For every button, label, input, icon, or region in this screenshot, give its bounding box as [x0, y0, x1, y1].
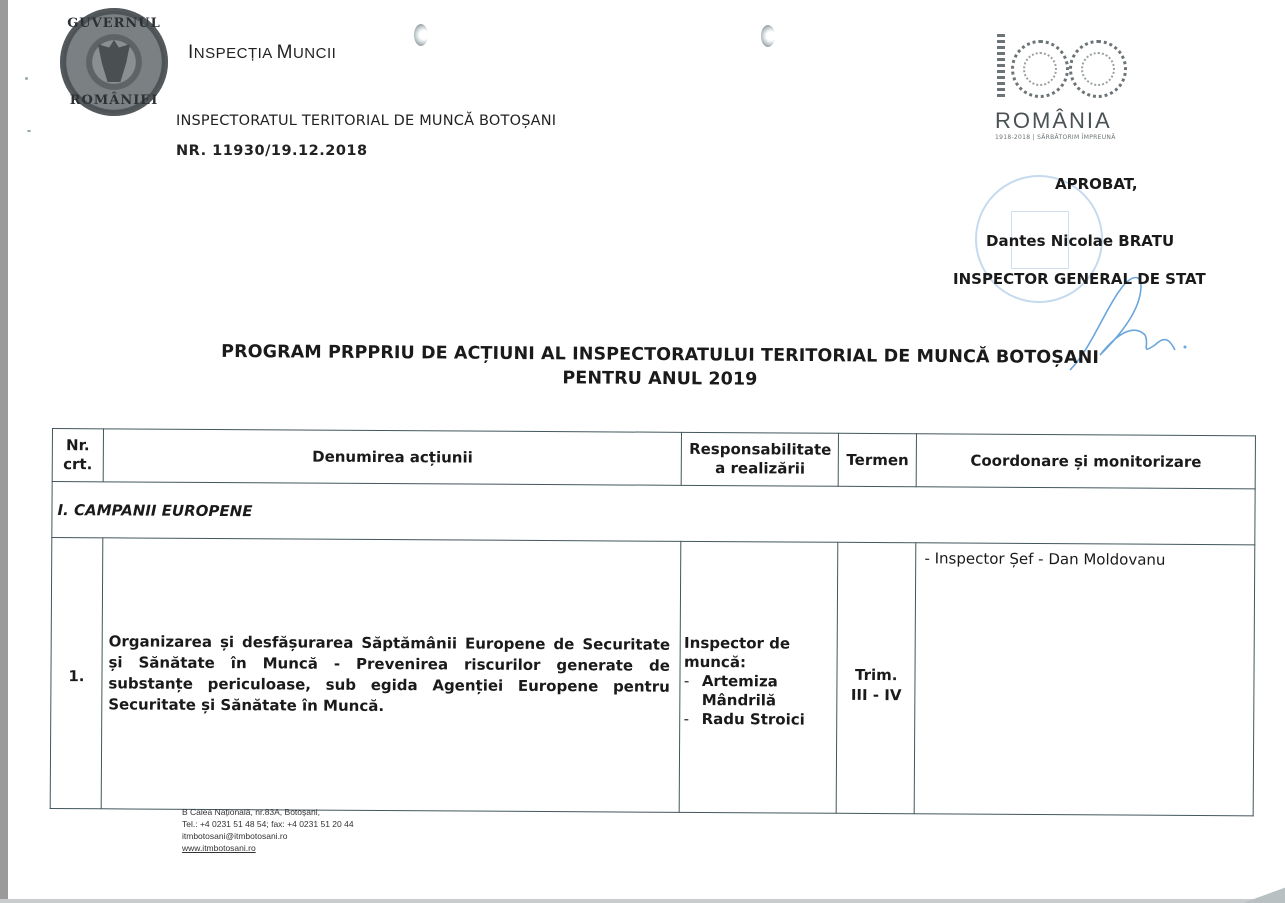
header-responsibility-label: Responsabilitatea realizării	[689, 439, 832, 478]
registration-number: NR. 11930/19.12.2018	[176, 143, 368, 159]
header-deadline: Termen	[839, 433, 917, 486]
scan-left-edge	[0, 0, 8, 903]
scan-bottom-edge	[0, 899, 1285, 903]
centenary-digit-one-icon	[997, 34, 1005, 100]
approver-name: Dantes Nicolae BRATU	[986, 232, 1175, 250]
table-row	[50, 538, 1255, 816]
centenary-zero-inner-icon	[1023, 52, 1057, 86]
header-action-name: Denumirea acțiunii	[103, 429, 682, 486]
inspectorate-name: INSPECTORATUL TERITORIAL DE MUNCĂ BOTOȘANI	[176, 113, 557, 129]
organization-name	[188, 42, 336, 64]
action-name	[101, 538, 681, 813]
coordination-cell: - Inspector Șef - Dan Moldovanu	[914, 543, 1254, 816]
header-nr	[52, 429, 103, 482]
approval-label: APROBAT,	[1055, 175, 1138, 193]
header-nr-label: Nr. crt.	[63, 436, 93, 474]
section-title: I. CAMPANII EUROPENE	[52, 482, 1255, 545]
deadline-line-1: Trim.	[855, 665, 898, 685]
footer-phone: Tel.: +4 0231 51 48 54; fax: +4 0231 51 20 44	[182, 819, 354, 829]
centenary-subtitle: 1918-2018 | SĂRBĂTORIM ÎMPREUNĂ	[995, 134, 1116, 141]
deadline-line-2: III - IV	[850, 685, 902, 705]
org-initial: I	[188, 42, 194, 63]
responsibility-cell	[680, 541, 839, 813]
table-header-row	[52, 429, 1255, 489]
approver-role: INSPECTOR GENERAL DE STAT	[953, 270, 1206, 288]
coat-of-arms-icon	[98, 40, 130, 82]
section-row	[52, 482, 1255, 545]
action-program-table	[50, 428, 1256, 816]
responsible-person: - Radu Stroici	[684, 709, 835, 729]
org-word-1: NSPECȚIA	[193, 45, 277, 62]
row-number: 1.	[50, 538, 103, 809]
action-name-text: Organizarea și desfășurarea Săptămânii Europene de Securitate și Sănătate în Muncă - Prevenirea riscurilor generate de substanțe periculoase, sub egida Agenției Europene pentru Securitate și Sănătate în Muncă.	[108, 632, 671, 716]
centenary-zero-inner-icon	[1081, 52, 1115, 86]
page-corner-curl	[1245, 883, 1285, 903]
footer-website-link[interactable]: www.itmbotosani.ro	[182, 843, 256, 853]
footer-address: B Calea Națională, nr.83A, Botoșani,	[182, 807, 320, 817]
responsibility-title: Inspector de muncă:	[683, 633, 791, 671]
emblem-top-text: GUVERNUL	[67, 16, 161, 31]
document-title-line-2: PENTRU ANUL 2019	[562, 368, 758, 390]
footer-email[interactable]: itmbotosani@itmbotosani.ro	[182, 831, 288, 841]
centenary-title: ROMÂNIA	[995, 108, 1112, 133]
footer-contact	[182, 806, 354, 854]
centenary-logo	[985, 28, 1145, 146]
government-emblem	[60, 8, 168, 116]
punch-hole-mark	[761, 25, 775, 47]
header-responsibility	[682, 432, 839, 486]
org-initial: M	[276, 42, 293, 63]
responsible-person: - Artemiza Mândrilă	[684, 671, 835, 710]
punch-hole-mark	[414, 24, 428, 46]
scan-artifact	[27, 130, 31, 132]
deadline-cell	[837, 542, 917, 813]
header-coordination: Coordonare și monitorizare	[916, 434, 1255, 489]
responsible-people-list	[684, 671, 835, 729]
org-word-2: UNCII	[292, 45, 337, 62]
document-title-line-1: PROGRAM PRPPRIU DE ACȚIUNI AL INSPECTORATULUI TERITORIAL DE MUNCĂ BOTOȘANI	[221, 341, 1100, 369]
scan-artifact	[25, 77, 28, 80]
emblem-bottom-text: ROMÂNIEI	[69, 93, 159, 108]
document-title	[160, 340, 1160, 395]
